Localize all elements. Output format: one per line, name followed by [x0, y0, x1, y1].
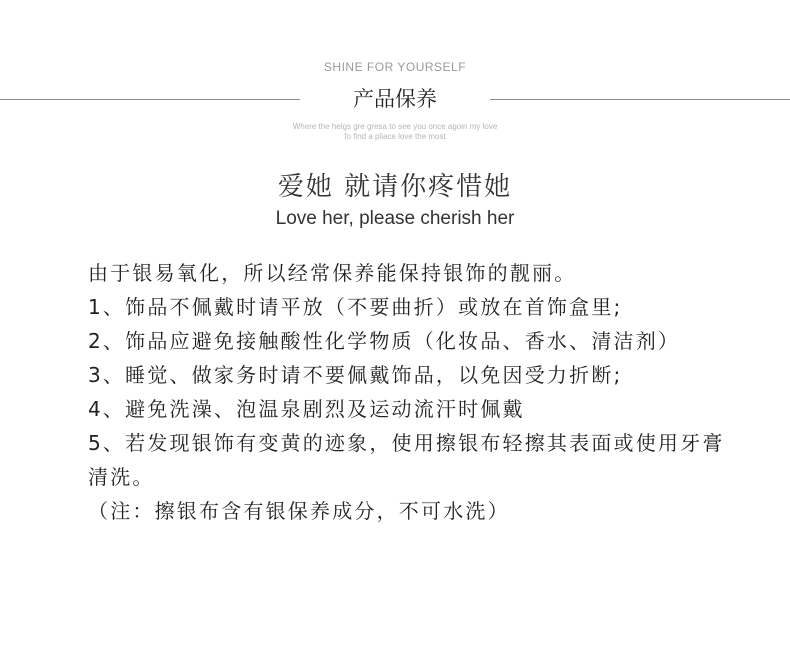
headline-chinese: 爱她 就请你疼惜她: [277, 172, 513, 202]
care-item-4: 4、避免洗澡、泡温泉剧烈及运动流汗时佩戴: [88, 397, 525, 421]
tagline-line-1: Where the helgs gre gresa to see you once agoin my love: [292, 122, 498, 131]
care-instructions: [88, 256, 728, 528]
divider-right: [490, 99, 790, 100]
care-note: （注：擦银布含有银保养成分，不可水洗）: [88, 499, 510, 523]
care-item-2: 2、饰品应避免接触酸性化学物质（化妆品、香水、清洁剂）: [88, 329, 681, 353]
section-header: [0, 84, 790, 116]
care-item-3: 3、睡觉、做家务时请不要佩戴饰品，以免因受力折断;: [88, 363, 623, 387]
care-intro: 由于银易氧化，所以经常保养能保持银饰的靓丽。: [88, 261, 577, 285]
tagline-line-2: fo find a pliace love the most: [344, 132, 446, 141]
headline-english: Love her, please cherish her: [275, 208, 515, 229]
care-item-1: 1、饰品不佩戴时请平放（不要曲折）或放在首饰盒里;: [88, 295, 623, 319]
care-item-5: 5、若发现银饰有变黄的迹象，使用擦银布轻擦其表面或使用牙膏清洗。: [88, 431, 725, 489]
page-title: 产品保养: [353, 87, 437, 111]
kicker-text: SHINE FOR YOURSELF: [323, 60, 467, 74]
divider-left: [0, 99, 300, 100]
